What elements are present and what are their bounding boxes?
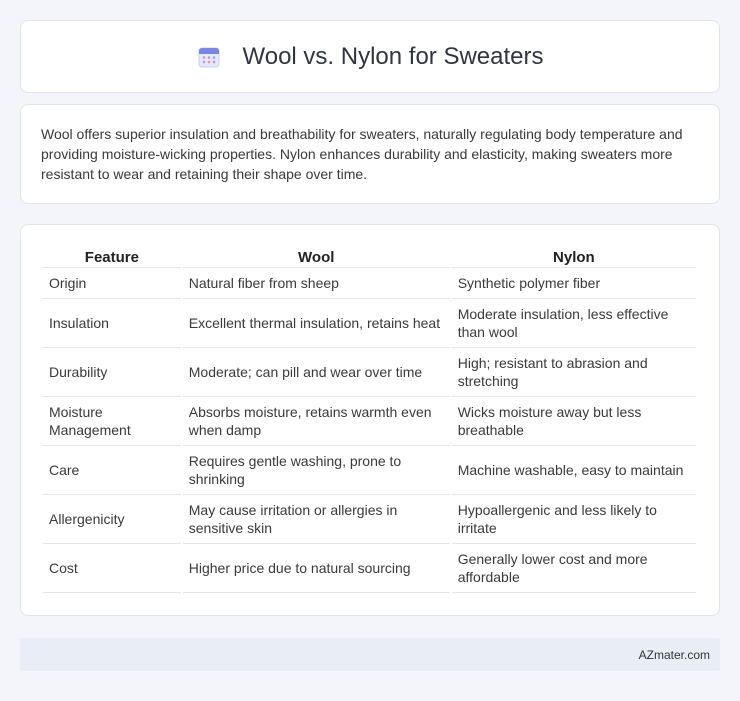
page-title: Wool vs. Nylon for Sweaters (242, 42, 544, 70)
table-row (43, 446, 696, 495)
comparison-table (41, 248, 698, 593)
cell-wool: Requires gentle washing, prone to shrinking (183, 446, 450, 495)
table-row (43, 299, 696, 348)
cell-nylon: Generally lower cost and more affordable (452, 544, 696, 593)
header-wool: Wool (183, 248, 450, 268)
cell-nylon: Hypoallergenic and less likely to irritate (452, 495, 696, 544)
table-row (43, 348, 696, 397)
cell-nylon: Moderate insulation, less effective than wool (452, 299, 696, 348)
cell-nylon: Wicks moisture away but less breathable (452, 397, 696, 446)
cell-feature: Moisture Management (43, 397, 181, 446)
cell-feature: Origin (43, 268, 181, 299)
footer-brand[interactable]: AZmater.com (638, 647, 710, 662)
title-card (20, 20, 720, 93)
cell-nylon: High; resistant to abrasion and stretching (452, 348, 696, 397)
cell-feature: Allergenicity (43, 495, 181, 544)
table-row (43, 495, 696, 544)
cell-feature: Care (43, 446, 181, 495)
cell-wool: Natural fiber from sheep (183, 268, 450, 299)
cell-wool: Absorbs moisture, retains warmth even when damp (183, 397, 450, 446)
calendar-icon (197, 45, 221, 69)
cell-nylon: Synthetic polymer fiber (452, 268, 696, 299)
cell-nylon: Machine washable, easy to maintain (452, 446, 696, 495)
cell-wool: May cause irritation or allergies in sensitive skin (183, 495, 450, 544)
footer-bar (20, 638, 720, 671)
cell-feature: Durability (43, 348, 181, 397)
header-feature: Feature (43, 248, 181, 268)
cell-wool: Higher price due to natural sourcing (183, 544, 450, 593)
cell-wool: Excellent thermal insulation, retains heat (183, 299, 450, 348)
title-wrap (197, 43, 544, 71)
table-row (43, 268, 696, 299)
cell-feature: Insulation (43, 299, 181, 348)
table-row (43, 544, 696, 593)
header-nylon: Nylon (452, 248, 696, 268)
description-card (20, 104, 720, 204)
cell-wool: Moderate; can pill and wear over time (183, 348, 450, 397)
table-header-row (43, 248, 696, 268)
table-row (43, 397, 696, 446)
comparison-table-card (20, 224, 720, 616)
description-text: Wool offers superior insulation and breathability for sweaters, naturally regulating body temperature and providing moisture-wicking properties. Nylon enhances durability and elasticity, making sweaters more resistant to wear and retaining their shape over time. (41, 126, 683, 182)
cell-feature: Cost (43, 544, 181, 593)
